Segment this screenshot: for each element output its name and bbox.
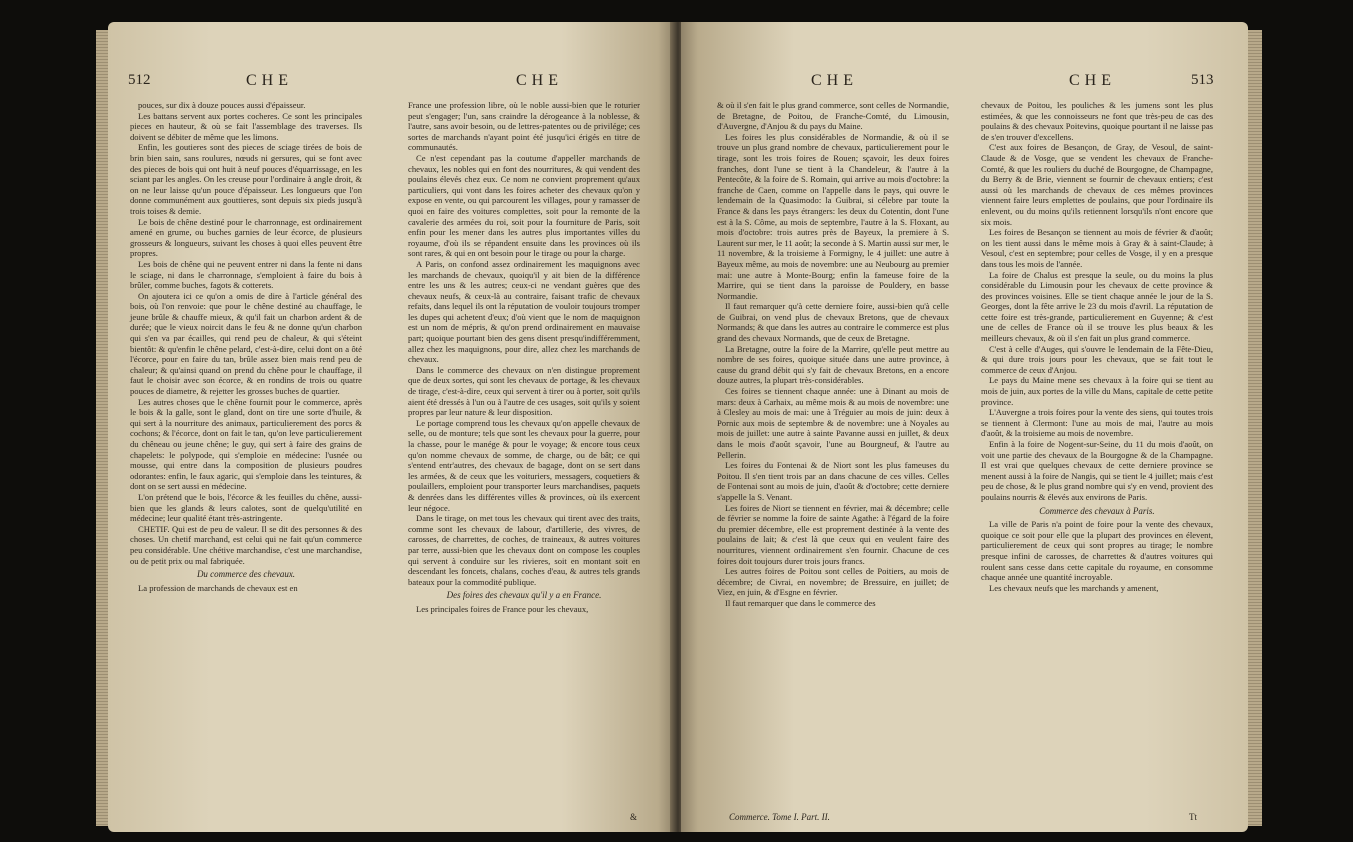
paragraph: C'est aux foires de Besançon, de Gray, de Vesoul, de saint-Claude & de Vosge, que se vendent les chevaux de Franche-Comté, & que les rouliers du duché de Bourgogne, de Champagne, du Berry & de Brie, viennent se fournir de chevaux entiers; c'est aussi où les marchands de chevaux de ces mêmes provinces viennent faire leurs emplettes de poulains, que pour l'ordinaire ils enlevent, ou du moins qu'ils retiennent lorsqu'ils n'ont encore que six mois. [981,142,1213,227]
right-column-2 [981,100,1213,593]
right-page [681,22,1248,832]
paragraph: Dans le tirage, on met tous les chevaux qui tirent avec des traits, comme sont les chevaux de labour, d'artillerie, des vivres, de carosses, de charrettes, de coches, de traineaux, & autres voitures par terre, aussi-bien que les chevaux dont on compose les couples qui servent à conduire sur les rivieres, soit en montant soit en descendant les foncets, chalans, coches d'eau, & autres tels grands bateaux pour la commodité publique. [408,513,640,587]
right-headword-1: CHE [811,72,858,89]
paragraph: pouces, sur dix à douze pouces aussi d'épaisseur. [138,100,306,110]
paragraph: L'on prétend que le bois, l'écorce & les feuilles du chêne, aussi-bien que les glands & leurs calotes, sont de quelqu'utilité en médecine; leur qualité étant très-astringente. [130,491,362,524]
paragraph: Il faut remarquer qu'à cette derniere foire, aussi-bien qu'à celle de Guibrai, on vend plus de chevaux Bretons, que de chevaux Normands; & que dans les autres au contraire le commerce est plus grand des chevaux Normands, que de ceux de Bretagne. [717,301,949,344]
paragraph: On ajoutera ici ce qu'on a omis de dire à l'article général des bois, où l'on renvoie: que pour le chêne destiné au chauffage, le jeune brûle & chauffe mieux, & qu'il fait un charbon ardent & de durée; que le vieux noircit dans le feu & ne donne qu'un charbon qui s'en va par écailles, qui rend peu de chaleur, & qui s'éteint bientôt: & qu'enfin le chêne pelard, c'est-à-dire, celui dont on a ôté l'écorce, pour en faire du tan, brûle assez bien mais rend peu de chaleur; & qu'ainsi quand on prend du chêne pour le chauffage, il faut le choisir avec son écorce, & en rondins de trois ou quatre pouces de diametre, & rejetter les grosses buches de quartier. [130,290,362,397]
paragraph: France une profession libre, où le noble aussi-bien que le roturier peut s'engager; l'un, sans craindre la dérogeance à la noblesse, & l'autre, sans avoir besoin, ou de lettres-patentes ou de privilége; ces sortes de marchands n'ayant point été jusqu'ici érigés en titre de communautés. [408,100,640,153]
section-heading: Des foires des chevaux qu'il y a en France. [446,590,602,601]
right-page-number: 513 [1191,72,1214,88]
paragraph: Les autres foires de Poitou sont celles de Poitiers, au mois de décembre; de Civrai, en novembre; de Bressuire, en juillet; de Viez, en juin, & d'Esgne en février. [717,566,949,598]
right-headword-2: CHE [1069,72,1116,89]
paragraph: L'Auvergne a trois foires pour la vente des siens, qui toutes trois se tiennent à Clermont: l'une au mois de mai, l'autre au mois d'août, & la troisieme au mois de novembre. [981,407,1213,439]
paragraph: Ce n'est cependant pas la coutume d'appeller marchands de chevaux, les nobles qui en font des nourritures, & qui vendent des poulains élevés chez eux. Ce nom ne convient proprement qu'aux particuliers, qui vont dans les foires acheter des chevaux qu'on y expose en vente, ou qui parcourent les villages, pour y ramasser de quoi en faire des voitures complettes, soit pour la remonte de la cavalerie des armées du roi, soit pour la fourniture de Paris, soit enfin pour les mener dans les autres plus importantes villes du royaume, d'où ils se répandent ensuite dans les provinces où ils sont rares, & qui en ont besoin pour le tirage ou pour la charge. [408,152,640,259]
left-page-header [128,72,655,94]
book-edge-right [1246,30,1262,826]
section-heading: Du commerce des chevaux. [196,569,296,580]
right-catchword: Tt [1189,812,1197,822]
paragraph: Ces foires se tiennent chaque année: une à Dinant au mois de mars: deux à Carhaix, au même mois & au mois de novembre: une à Clesley au mois de mai: une à Tréguier au mois de juin: deux à Pornic aux mois de septembre & de novembre: une à Noyales au mois de juillet: une autre à sainte Pavanne aussi en juillet, & deux dans le mois d'août sçavoir, l'une au Bourgneuf, & l'autre au Pellerin. [717,386,949,460]
paragraph: Les foires de Besançon se tiennent au mois de février & d'août; on les tient aussi dans le même mois à Gray & à saint-Claude; à Vesoul, c'est en septembre; pour celles de Vosge, il y en a presque dans tous les mois de l'année. [981,227,1213,269]
paragraph: Les foires de Niort se tiennent en février, mai & décembre; celle de février se nomme la foire de sainte Agathe: à l'égard de la foire du premier décembre, elle est proprement destinée à la vente des poulains de lait; & c'est là que ceux qui en veulent faire des nourritures, viennent ordinairement s'en fournir. Chacune de ces foires doit toujours durer trois jours francs. [717,502,949,566]
right-column-1 [717,100,949,609]
paragraph: C'est à celle d'Auges, qui s'ouvre le lendemain de la Fête-Dieu, & qui dure trois jours pour les chevaux, que se fait tout le commerce de ceux d'Anjou. [981,343,1213,375]
paragraph: Enfin à la foire de Nogent-sur-Seine, du 11 du mois d'août, on voit une partie des chevaux de la Bourgogne & de la Champagne. Il est vrai que quelques chevaux de cette derniere province se menent aussi à la foire de Nangis, qui se tient le 4 juillet; mais c'est peu de chose, & le plus grand nombre qui s'y en vend, provient des poulains nourris & élevés aux environs de Paris. [981,439,1213,502]
paragraph: Le portage comprend tous les chevaux qu'on appelle chevaux de selle, ou de monture; tels que sont les chevaux pour la guerre, pour la chasse, pour le manége & pour le voyage; & encore tous ceux qu'on nomme chevaux de somme, de charge, ou de bât; ce qui s'entend entr'autres, des chevaux de bagage, dont on se sert dans les armées, & de ceux que les voituriers, messagers, coquetiers & poulaillers, emploient pour transporter leurs marchandises, paquets & denrées dans les différentes villes & provinces, où ils exercent leur négoce. [408,417,640,513]
left-headword-1: CHE [246,72,293,89]
paragraph: La Bretagne, outre la foire de la Marrire, qu'elle peut mettre au nombre de ses foires, quoique située dans une autre province, à cause du grand débit qui s'y fait de chevaux Bretons, en a encore douze autres, la plupart très-considérables. [717,343,949,386]
left-page [108,22,675,832]
right-page-header [701,72,1228,94]
left-page-number: 512 [128,72,151,88]
paragraph: Les foires les plus considérables de Normandie, & où il se trouve un plus grand nombre de chevaux, particulierement pour le tirage, sont les trois foires de Rouen; sçavoir, les deux foires franches, dont l'une se tient à la Chandeleur, & l'autre à la Pentecôte, & la foire de S. Romain, qui arrive au mois d'octobre: la franche de Caen, comme on l'appelle dans le pays, qui ouvre le lendemain de la Quasimodo: la Guibrai, si célebre par toute la France & dans les pays étrangers: les deux du Cotentin, dont l'une est à la S. Côme, au mois de septembre, l'autre à la S. Floxant, au mois d'octobre: trois autres près de Bayeux, la premiere à S. Laurent sur mer, le 11 août; la seconde à S. Martin aussi sur mer, le 11 novembre, & la troisieme à Formigny, le 4 juillet: une autre à Bayeux même, au mois de novembre: une au Neubourg au premier mai: une autre à Monte-Bourg; enfin la fameuse foire de la Marrire, qui se tient dans la paroisse de Pouldery, en basse Normandie. [717,131,949,301]
left-catchword: & [630,812,638,822]
paragraph: Il faut remarquer que dans le commerce des [725,597,876,608]
book-spread [108,22,1248,832]
left-column-2 [408,100,640,615]
paragraph: Enfin, les goutieres sont des pieces de sciage tirées de bois de brin bien sain, sans roulures, nœuds ni gersures, qui se font avec des pieces de bois qui ont huit à neuf pouces d'équarrissage, en les sciant par les angles. On les creuse pour l'ordinaire à angle droit, & on ne leur laisse qu'un pouce d'épaisseur. Les longueurs que l'on donne communément aux gouttieres, sont depuis six pieds jusqu'à trois toises & demie. [130,142,362,216]
paragraph: CHETIF. Qui est de peu de valeur. Il se dit des personnes & des choses. Un chetif marchand, est celui qui ne fait qu'un commerce peu considérable. Une chétive marchandise, c'est une marchandise, ou de petit prix ou mal fabriquée. [130,523,362,566]
paragraph: La ville de Paris n'a point de foire pour la vente des chevaux, quoique ce soit pour elle que la plupart des provinces en élevent, particulierement de ceux qui sont propres au tirage; le nombre presque infini de carosses, de charrettes & d'autres voitures qui roulent sans cesse dans cette capitale du royaume, en consomme chaque année une quantité incroyable. [981,519,1213,583]
paragraph: Le bois de chêne destiné pour le charronnage, est ordinairement amené en grume, ou buches garnies de leur écorce, de plusieurs grosseurs & longueurs, suivant les choses à quoi elles peuvent être propres. [130,216,362,259]
paragraph: Les bois de chêne qui ne peuvent entrer ni dans la fente ni dans le sciage, ni dans le charronnage, s'emploient à faire du bois à brûler, comme buches, fagots & cotterets. [130,258,362,291]
paragraph: La foire de Chalus est presque la seule, ou du moins la plus considérable du Limousin pour les chevaux de cette province & des provinces voisines. Elle se tient chaque année le jour de la S. Georges, dont la fête arrive le 23 du mois d'avril. La réputation de cette foire est très-grande, particulierement en Guyenne; & c'est une de celles de France où il se trouve les plus beaux & les meilleurs chevaux, & où il s'en fait un plus grand commerce. [981,269,1213,344]
paragraph: Les foires du Fontenai & de Niort sont les plus fameuses du Poitou. Il s'en tient trois par an dans chacune de ces villes. Celles de Fontenai sont au mois de juin, d'août & d'octobre; cette derniere s'appelle la S. Venant. [717,460,949,502]
paragraph: La profession de marchands de chevaux est en [138,582,298,593]
paragraph: & où il s'en fait le plus grand commerce, sont celles de Normandie, de Bretagne, de Poitou, de Franche-Comté, du Limousin, d'Auvergne, d'Anjou & du pays du Maine. [717,100,949,132]
section-heading: Commerce des chevaux à Paris. [1039,505,1155,516]
paragraph: Les battans servent aux portes cocheres. Ce sont les principales pieces en hauteur, & où se fait l'assemblage des traverses. Ils doivent se débiter de même que les limons. [130,110,362,142]
paragraph: Les principales foires de France pour les chevaux, [416,603,589,614]
paragraph: Dans le commerce des chevaux on n'en distingue proprement que de deux sortes, qui sont les chevaux de portage, & les chevaux de tirage, c'est-à-dire, ceux qui servent à tirer ou à porter, soit qu'ils aient été dressés à l'un ou à l'autre de ces usages, soit qu'ils y soient propres par leur nature & leur disposition. [408,364,640,418]
left-headword-2: CHE [516,72,563,89]
left-column-1 [130,100,362,593]
paragraph: Les autres choses que le chêne fournit pour le commerce, après le bois & la galle, sont le gland, dont on tire une sorte d'huile, & qui sert à la nourriture des animaux, particulierement des porcs & cochons; & l'écorce, dont on fait le tan, qu'on leve particulierement du chêneau ou jeune chêne; le guy, qui sert à faire des grains de chapelets: le polypode, qui s'emploie en médecine: l'usnée ou mousse, qui entre dans la composition de plusieurs poudres odorantes: enfin, le faux agaric, qui s'emploie dans les teintures, & dont on se sert aussi en médecine. [130,396,362,492]
paragraph: Les chevaux neufs que les marchands y amenent, [989,582,1159,593]
paragraph: A Paris, on confond assez ordinairement les maquignons avec les marchands de chevaux, quoiqu'il y ait bien de la différence entre les uns & les autres; ceux-ci ne vendant guères que des chevaux neufs, & ceux-là au contraire, faisant trafic de chevaux refaits, dans lequel ils ont la réputation de vouloir toujours tromper les dupes qui achetent d'eux; d'où vient que le nom de maquignon est un nom de mépris, & qu'on prend ordinairement en mauvaise part; quoique pourtant bien des gens disent presqu'indifféremment, allez chez les maquignons, pour dire, allez chez les marchands de chevaux. [408,258,640,365]
paragraph: Le pays du Maine mene ses chevaux à la foire qui se tient au mois de juin, aux portes de la ville du Mans, capitale de cette petite province. [981,375,1213,407]
paragraph: chevaux de Poitou, les pouliches & les jumens sont les plus estimées, & que les connoisseurs ne font que très-peu de cas des poulains & des chevaux Poitevins, quoique pourtant il ne laisse pas de s'en trouver d'excellens. [981,100,1213,142]
volume-signature: Commerce. Tome I. Part. II. [729,812,830,822]
